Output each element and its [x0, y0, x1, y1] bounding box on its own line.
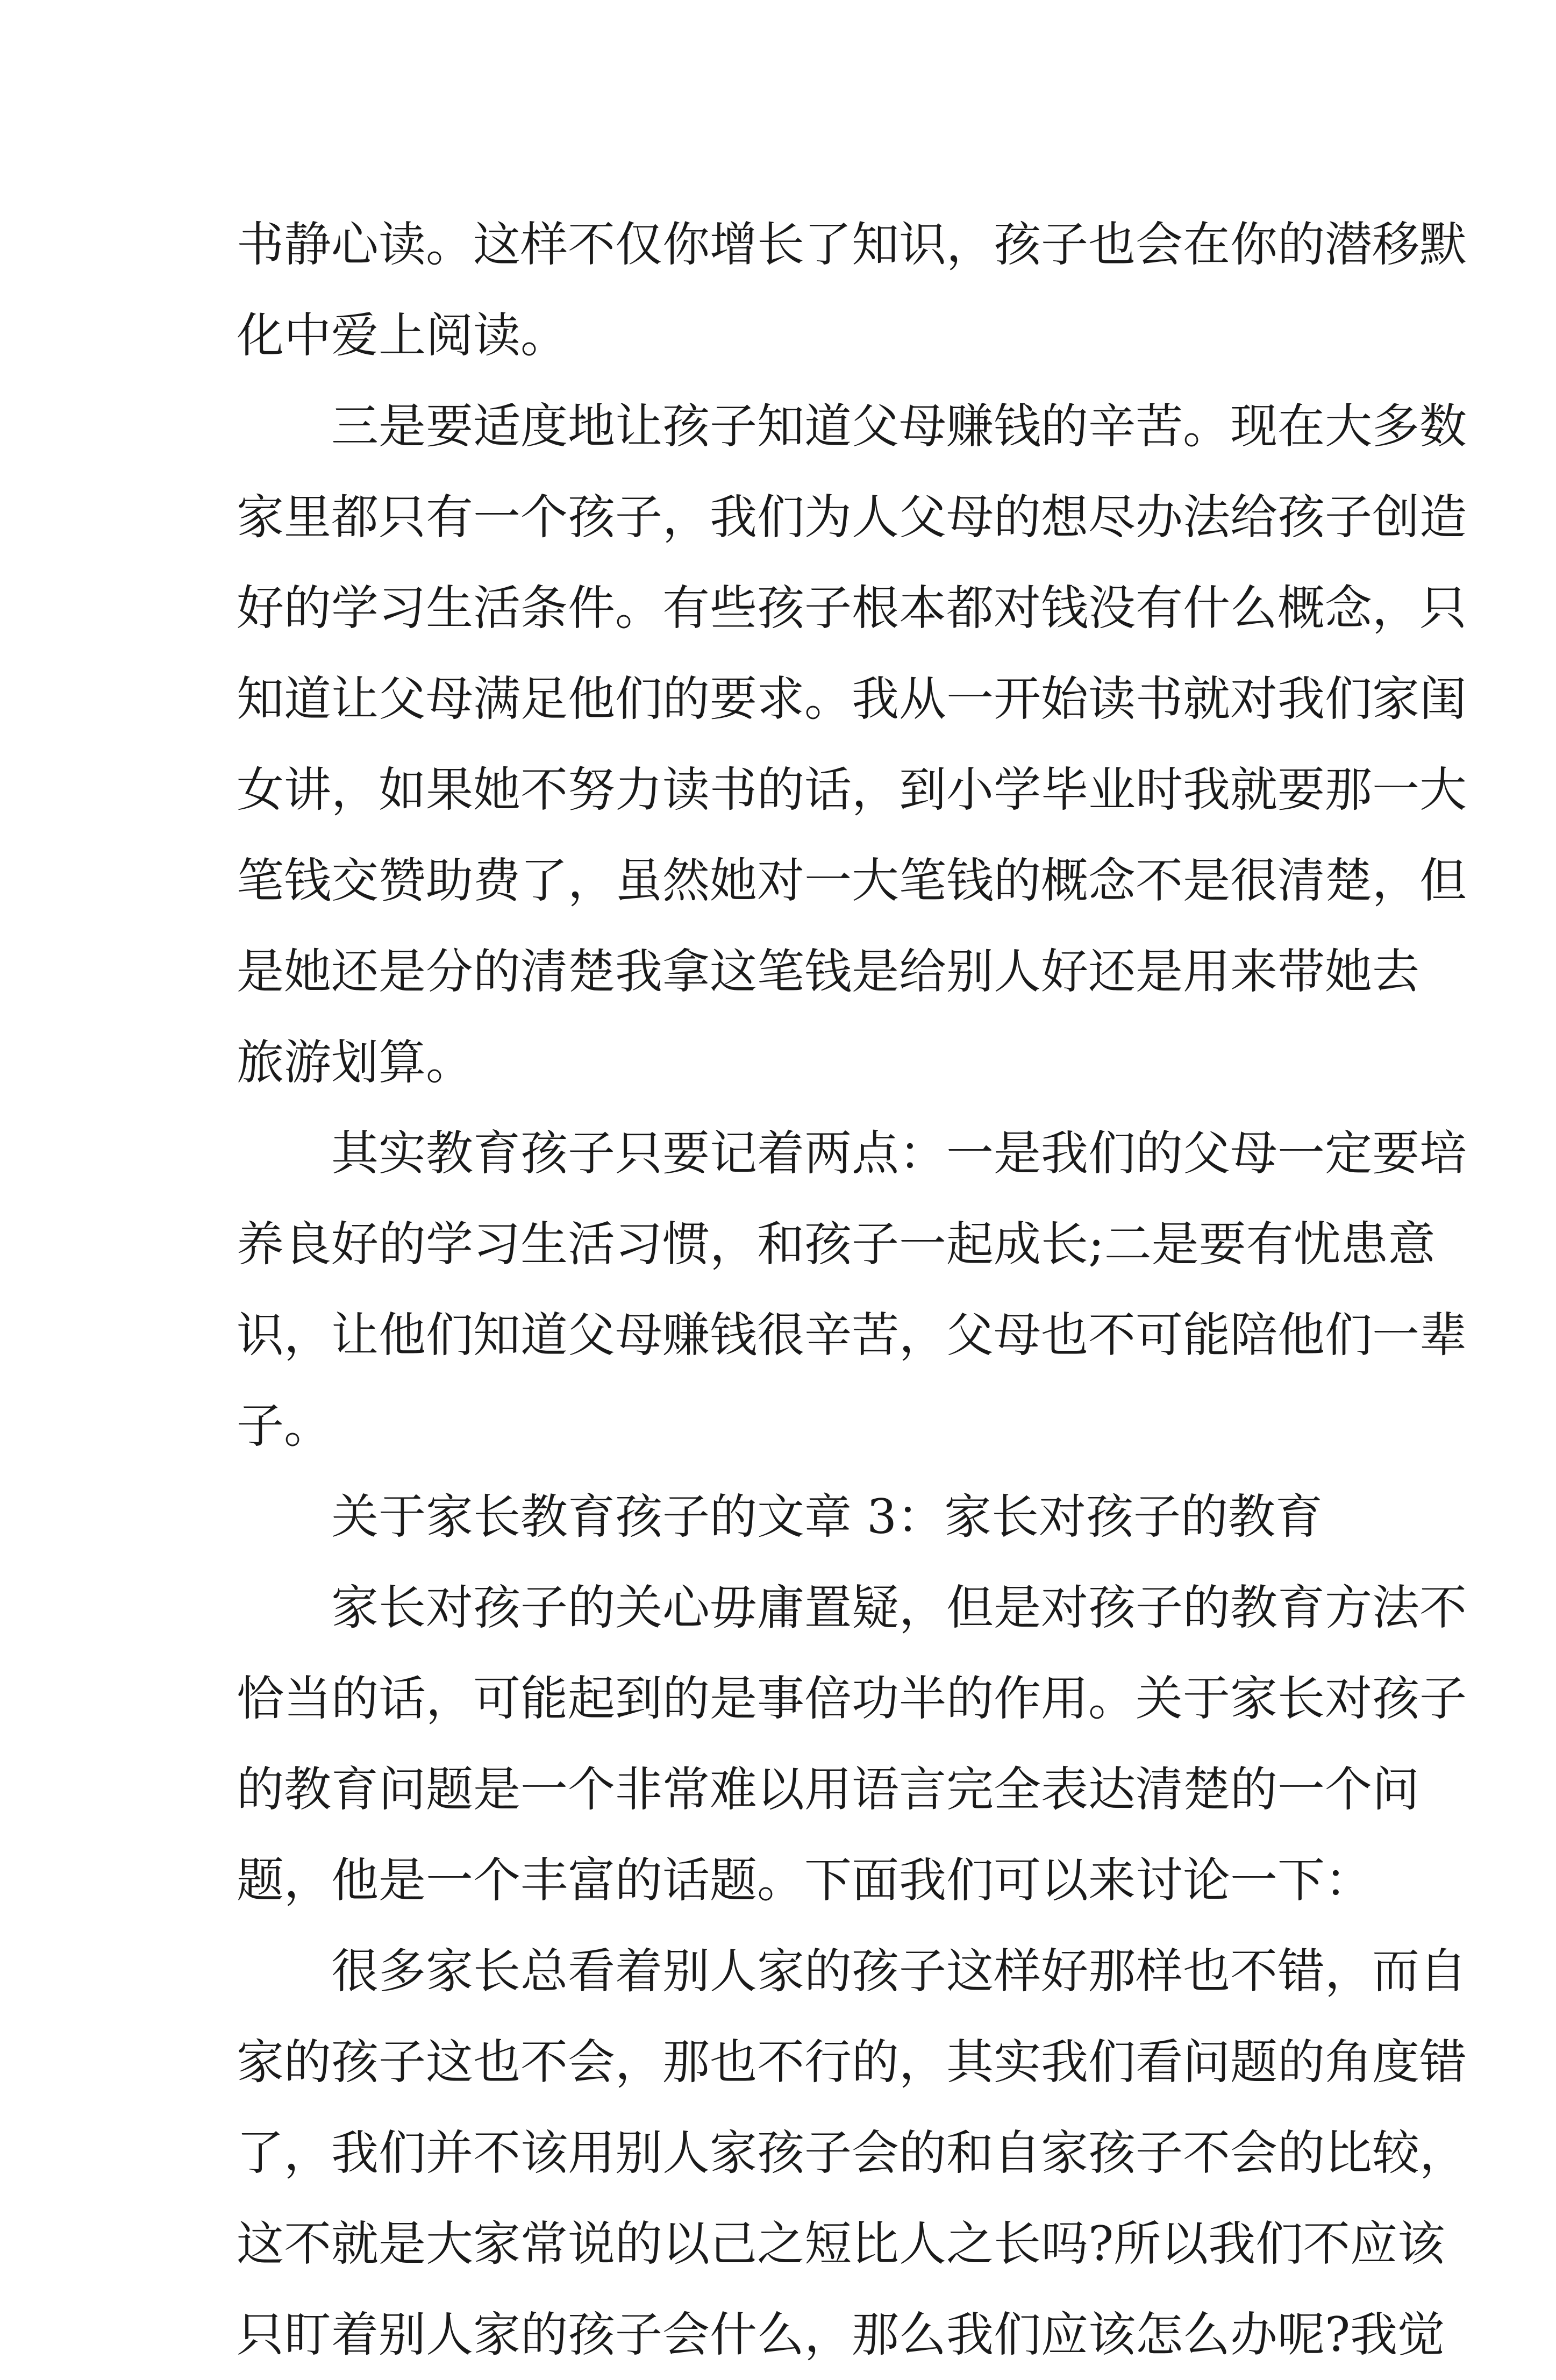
text-line: 是她还是分的清楚我拿这笔钱是给别人好还是用来带她去: [237, 944, 1420, 999]
text-line: 旅游划算。: [237, 1035, 474, 1090]
text-line: 家里都只有一个孩子，我们为人父母的想尽办法给孩子创造: [237, 489, 1467, 545]
text-line: 这不就是大家常说的以己之短比人之长吗?所以我们不应该: [237, 2216, 1445, 2271]
text-line: 化中爱上阅读。: [237, 308, 568, 363]
text-line: 知道让父母满足他们的要求。我从一开始读书就对我们家闺: [237, 671, 1467, 726]
text-line: 关于家长教育孩子的文章 3：家长对孩子的教育: [331, 1489, 1323, 1544]
document-body: [237, 199, 1467, 2380]
text-line: 识，让他们知道父母赚钱很辛苦，父母也不可能陪他们一辈: [237, 1307, 1467, 1363]
text-line: 三是要适度地让孩子知道父母赚钱的辛苦。现在大多数: [331, 398, 1467, 454]
text-line: 养良好的学习生活习惯，和孩子一起成长;二是要有忧患意: [237, 1216, 1436, 1272]
text-line: 只盯着别人家的孩子会什么，那么我们应该怎么办呢?我觉: [237, 2307, 1445, 2362]
text-line: 书静心读。这样不仅你增长了知识，孩子也会在你的潜移默: [237, 217, 1467, 272]
text-line: 其实教育孩子只要记着两点：一是我们的父母一定要培: [331, 1125, 1467, 1181]
text-line: 家的孩子这也不会，那也不行的，其实我们看问题的角度错: [237, 2034, 1467, 2090]
text-line: 家长对孩子的关心毋庸置疑，但是对孩子的教育方法不: [331, 1580, 1467, 1635]
text-line: 题，他是一个丰富的话题。下面我们可以来讨论一下：: [237, 1852, 1373, 1908]
text-line: 恰当的话，可能起到的是事倍功半的作用。关于家长对孩子: [237, 1671, 1467, 1726]
text-line: 很多家长总看着别人家的孩子这样好那样也不错，而自: [331, 1943, 1467, 1999]
text-line: 子。: [237, 1398, 332, 1453]
text-line: 了，我们并不该用别人家孩子会的和自家孩子不会的比较，: [237, 2125, 1467, 2181]
text-line: 笔钱交赞助费了，虽然她对一大笔钱的概念不是很清楚，但: [237, 853, 1467, 908]
text-line: 女讲，如果她不努力读书的话，到小学毕业时我就要那一大: [237, 762, 1467, 817]
text-line: 的教育问题是一个非常难以用语言完全表达清楚的一个问: [237, 1762, 1420, 1817]
text-line: 好的学习生活条件。有些孩子根本都对钱没有什么概念，只: [237, 580, 1467, 636]
